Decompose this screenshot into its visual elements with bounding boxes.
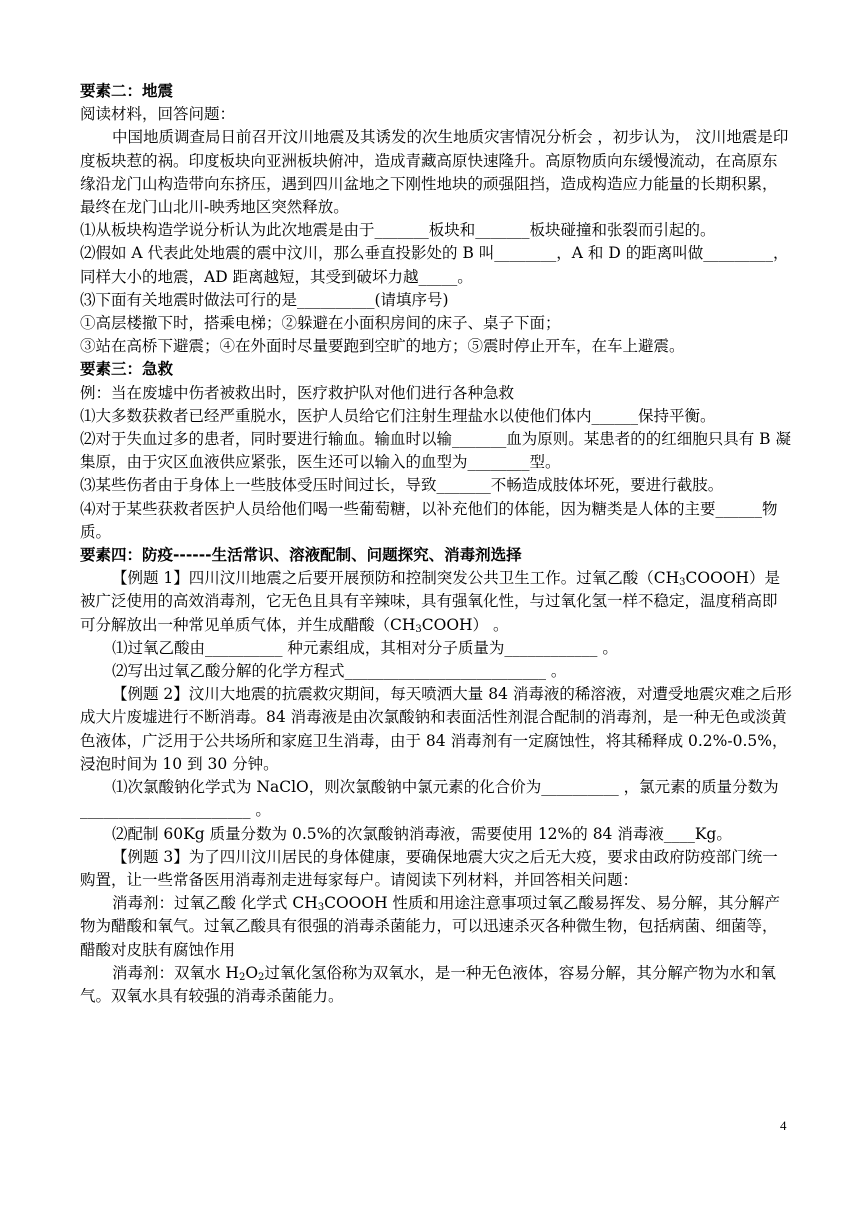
section-2-title: 要素二：地震 xyxy=(80,82,174,100)
example-1-text: 【例题 1】四川汶川地震之后要开展预防和控制突发公共卫生工作。过氧乙酸$(CH_3COOOH)$是被广泛使用的高效消毒剂，它无色且具有辛辣味，具有强氧化性，与过氧化氢一样不稳定，温度稍高即可分解放出一种常见单质气体，并生成醋酸$(CH_3COOH)$ 。 xyxy=(80,569,781,635)
example-3-text: 【例题 3】为了四川汶川居民的身体健康，要确保地震大灾之后无大疫，要求由政府防疫部门统一购置，让一些常备医用消毒剂走进每家每户。请阅读下列材料，并回答相关问题： xyxy=(80,847,778,889)
section-2-question-1: ⑴从板块构造学说分析认为此次地震是由于_______板块和_______板块碰撞和张裂而引起的。 xyxy=(80,221,716,240)
section-3-question-3: ⑶某些伤者由于身体上一些肢体受压时间过长，导致_______不畅造成肢体坏死，要进行截肢。 xyxy=(80,476,724,495)
section-3-question-2: ⑵对于失血过多的患者，同时要进行输血。输血时以输_______血为原则。某患者的的红细胞只具有 B 凝集原，由于灾区血液供应紧张，医生还可以输入的血型为________型。 xyxy=(80,430,791,472)
section-2-options-1: ①高层楼撤下时，搭乘电梯；②躲避在小面积房间的床子、桌子下面； xyxy=(80,314,561,333)
section-3-question-1: ⑴大多数获救者已经严重脱水，医护人员给它们注射生理盐水以使他们体内______保持平衡。 xyxy=(80,406,716,425)
example-2-question-2: ⑵配制 60Kg 质量分数为 0.5%的次氯酸钠消毒液，需要使用 12%的 84 消毒液____Kg。 xyxy=(112,824,732,843)
example-2-text: 【例题 2】汶川大地震的抗震救灾期间，每天喷洒大量 84 消毒液的稀溶液，对遭受地震灾难之后形成大片废墟进行不断消毒。84 消毒液是由次氯酸钠和表面活性剂混合配制的消毒剂，是一种无色或淡黄色液体，广泛用于公共场所和家庭卫生消毒，由于 84 消毒剂有一定腐蚀性，将其稀释成 0.2%-0.5%，浸泡时间为 10 到 30 分钟。 xyxy=(80,685,792,773)
section-3-title: 要素三：急救 xyxy=(80,360,174,379)
section-3-question-4: ⑷对于某些获救者医护人员给他们喝一些葡萄糖，以补充他们的体能，因为糖类是人体的主要______物质。 xyxy=(80,499,778,541)
section-2-paragraph: 中国地质调查局日前召开汶川地震及其诱发的次生地质灾害情况分析会 ，初步认为， 汶川地震是印度板块惹的祸。印度板块向亚洲板块俯冲，造成青藏高原快速隆升。高原物质向东缓慢流动，在高原东缘沿龙门山构造带向东挤压，遇到四川盆地之下刚性地块的顽强阻挡，造成构造应力能量的长期积累，最终在龙门山北川-映秀地区突然释放。 xyxy=(80,128,789,217)
document-page xyxy=(80,80,792,1008)
section-4-title: 要素四：防疫------生活常识、溶液配制、问题探究、消毒剂选择 xyxy=(80,546,522,565)
example-2-question-1: ⑴次氯酸钠化学式为 NaClO，则次氯酸钠中氯元素的化合价为__________ ，氯元素的质量分数为______________________ 。 xyxy=(80,778,779,820)
section-2-intro: 阅读材料，回答问题： xyxy=(80,105,236,124)
section-2-options-2: ③站在高桥下避震；④在外面时尽量要跑到空旷的地方；⑤震时停止开车，在车上避震。 xyxy=(80,337,685,356)
example-1-question-2: ⑵写出过氧乙酸分解的化学方程式__________________________ 。 xyxy=(112,662,567,681)
example-3-material-1: 消毒剂：过氧乙酸 化学式 $CH_3COOOH$ 性质和用途注意事项过氧乙酸易挥发、易分解，其分解产物为醋酸和氧气。过氧乙酸具有很强的消毒杀菌能力，可以迅速杀灭各种微生物，包括病菌、细菌等，醋酸对皮肤有腐蚀作用 xyxy=(80,894,781,959)
page-number: 4 xyxy=(780,1118,787,1133)
section-2-question-3: ⑶下面有关地震时做法可行的是__________(请填序号) xyxy=(80,290,449,309)
section-2-question-2: ⑵假如 A 代表此处地震的震中汶川，那么垂直投影处的 B 叫________，A 和 D 的距离叫做_________，同样大小的地震，AD 距离越短，其受到破坏力越_____。 xyxy=(80,244,789,286)
section-3-intro: 例：当在废墟中伤者被救出时，医疗救护队对他们进行各种急救 xyxy=(80,383,515,402)
example-3-material-2: 消毒剂：双氧水 $H_2O_2$过氧化氢俗称为双氧水，是一种无色液体，容易分解，其分解产物为水和氧气。双氧水具有较强的消毒杀菌能力。 xyxy=(80,963,776,1005)
example-1-question-1: ⑴过氧乙酸由__________ 种元素组成，其相对分子质量为____________ 。 xyxy=(112,638,618,657)
